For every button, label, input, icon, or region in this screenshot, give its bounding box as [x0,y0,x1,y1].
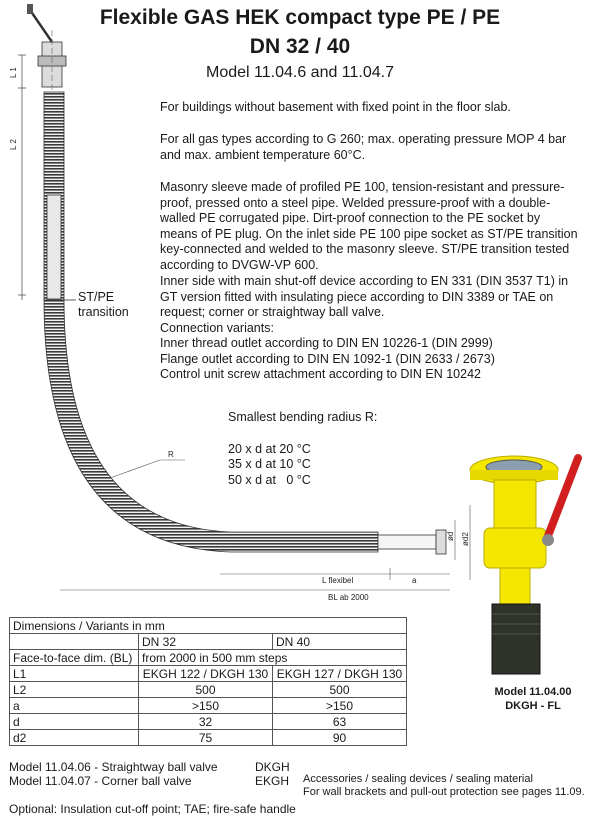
description-line: Control unit screw attachment according to DIN EN 10242 [160,367,481,381]
dim-l1-label: L 1 [9,67,18,78]
dim-od-label: ød [446,531,455,541]
st-pe-transition-label: ST/PE transition [78,290,129,319]
ball-valve-icon [27,4,66,87]
pe-socket-outlet [378,535,436,549]
dim-bl-label: BL ab 2000 [328,593,369,602]
corrugated-pipe-bend [44,300,378,552]
table-row: d2 75 90 [10,730,407,746]
page-subtitle-dn: DN 32 / 40 [249,35,351,58]
table-header: DN 40 [273,634,407,650]
description-line: Inner side with main shut-off device according to EN 331 (DIN 3537 T1) in GT version fitted with insulating piece according to DIN 3389 or TAE on request; corner or straightway ball valve. [160,274,569,319]
table-header: DN 32 [139,634,273,650]
dim-a-label: a [412,576,417,585]
dim-r-label: R [168,450,174,459]
table-row: d 32 63 [10,714,407,730]
table-row-label: Face-to-face dim. (BL) [10,650,139,666]
table-row: L1 EKGH 122 / DKGH 130 EKGH 127 / DKGH 130 [10,666,407,682]
description-line: Inner thread outlet according to DIN EN 10226-1 (DIN 2999) [160,336,493,350]
bending-row: 20 x d at 20 °C [228,441,311,456]
bending-heading: Smallest bending radius R: [228,410,378,424]
dim-l2-label: L 2 [9,139,18,150]
description-paragraph-3: Masonry sleeve made of profiled PE 100, tension-resistant and pressure-proof, pressed onto a steel pipe. Welded pressure-proof with a double-walled PE corrugated pipe. Dirt-proof connection to the PE socket by means of PE plug. On the inlet side PE 100 pipe socket as ST/PE transition key-connected and welded to the masonry sleeve. ST/PE transition tested according to DVGW-VP 600. [160,180,578,272]
model-list [9,760,290,788]
ball-valve-photo [462,448,598,684]
description-paragraph-1: For buildings without basement with fixed point in the floor slab. [160,100,511,114]
table-row: a >150 >150 [10,698,407,714]
dimensions-table [9,617,407,746]
description-line: Connection variants: [160,320,274,335]
bending-row: 50 x d at 0 °C [228,472,311,487]
list-item: Model 11.04.06 - Straightway ball valve DKGH [9,760,290,774]
table-cell: from 2000 in 500 mm steps [139,650,407,666]
accessories-note: Accessories / sealing devices / sealing material For wall brackets and pull-out protection see pages 11.09. [303,773,585,798]
photo-caption: Model 11.04.00 DKGH - FL [494,686,572,712]
list-item: Model 11.04.07 - Corner ball valve EKGH [9,774,290,788]
st-pe-transition-sleeve [47,195,61,299]
model-subtitle: Model 11.04.6 and 11.04.7 [206,64,394,81]
page-title: Flexible GAS HEK compact type PE / PE [99,6,501,29]
dim-od2-label: ød2 [461,532,470,546]
description-line: Flange outlet according to DIN EN 1092-1 (DIN 2633 / 2673) [160,351,495,366]
table-caption: Dimensions / Variants in mm [10,618,407,634]
table-row: L2 500 500 [10,682,407,698]
description-paragraph-2: For all gas types according to G 260; max. operating pressure MOP 4 bar and max. ambient temperature 60°C. [160,132,567,162]
optional-note: Optional: Insulation cut-off point; TAE; fire-safe handle [9,802,296,816]
dim-lflex-label: L flexibel [322,576,354,585]
bending-row: 35 x d at 10 °C [228,457,311,471]
